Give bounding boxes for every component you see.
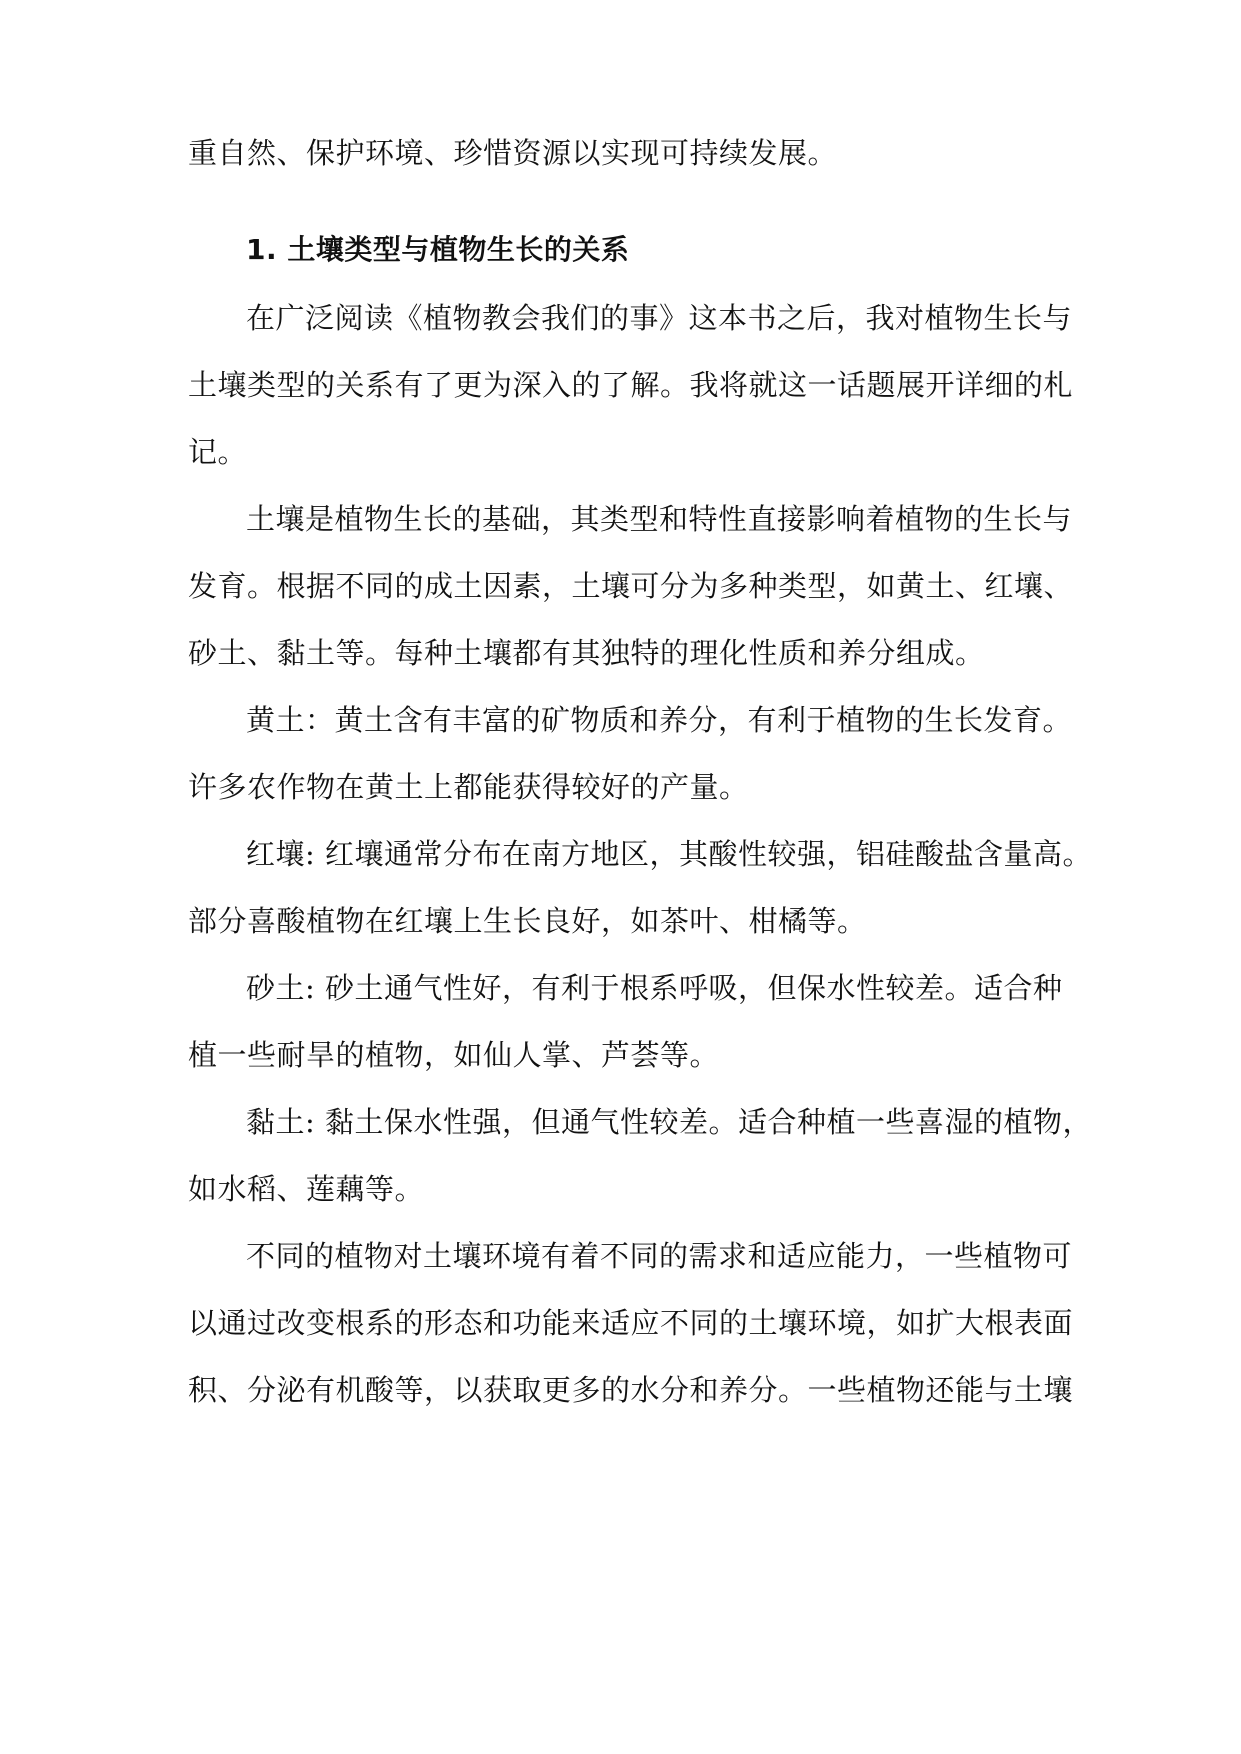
paragraph-line: 如水稻、莲藕等。 [188,1172,425,1206]
paragraph-line: 土壤是植物生长的基础，其类型和特性直接影响着植物的生长与 [246,502,1073,536]
paragraph-line: 黄土：黄土含有丰富的矿物质和养分，有利于植物的生长发育。 [246,703,1073,737]
paragraph-line: 重自然、保护环境、珍惜资源以实现可持续发展。 [188,136,838,170]
section-heading: 1. 土壤类型与植物生长的关系 [246,233,630,266]
paragraph-line: 记。 [188,435,248,469]
paragraph-line: 积、分泌有机酸等，以获取更多的水分和养分。一些植物还能与土壤 [188,1373,1074,1407]
paragraph-line: 砂土: 砂土通气性好，有利于根系呼吸，但保水性较差。适合种 [246,971,1063,1005]
paragraph-line: 砂土、黏土等。每种土壤都有其独特的理化性质和养分组成。 [188,636,985,670]
paragraph-line: 植一些耐旱的植物，如仙人掌、芦荟等。 [188,1038,720,1072]
paragraph-line: 部分喜酸植物在红壤上生长良好，如茶叶、柑橘等。 [188,904,867,938]
paragraph-line: 在广泛阅读《植物教会我们的事》这本书之后，我对植物生长与 [246,301,1073,335]
paragraph-line: 黏土: 黏土保水性强，但通气性较差。适合种植一些喜湿的植物， [246,1105,1092,1139]
paragraph-line: 发育。根据不同的成土因素，土壤可分为多种类型，如黄土、红壤、 [188,569,1074,603]
paragraph-line: 以通过改变根系的形态和功能来适应不同的土壤环境，如扩大根表面 [188,1306,1074,1340]
paragraph-line: 红壤: 红壤通常分布在南方地区，其酸性较强，铝硅酸盐含量高。 [246,837,1092,871]
paragraph-line: 许多农作物在黄土上都能获得较好的产量。 [188,770,749,804]
paragraph-line: 土壤类型的关系有了更为深入的了解。我将就这一话题展开详细的札 [188,368,1074,402]
paragraph-line: 不同的植物对土壤环境有着不同的需求和适应能力，一些植物可 [246,1239,1073,1273]
